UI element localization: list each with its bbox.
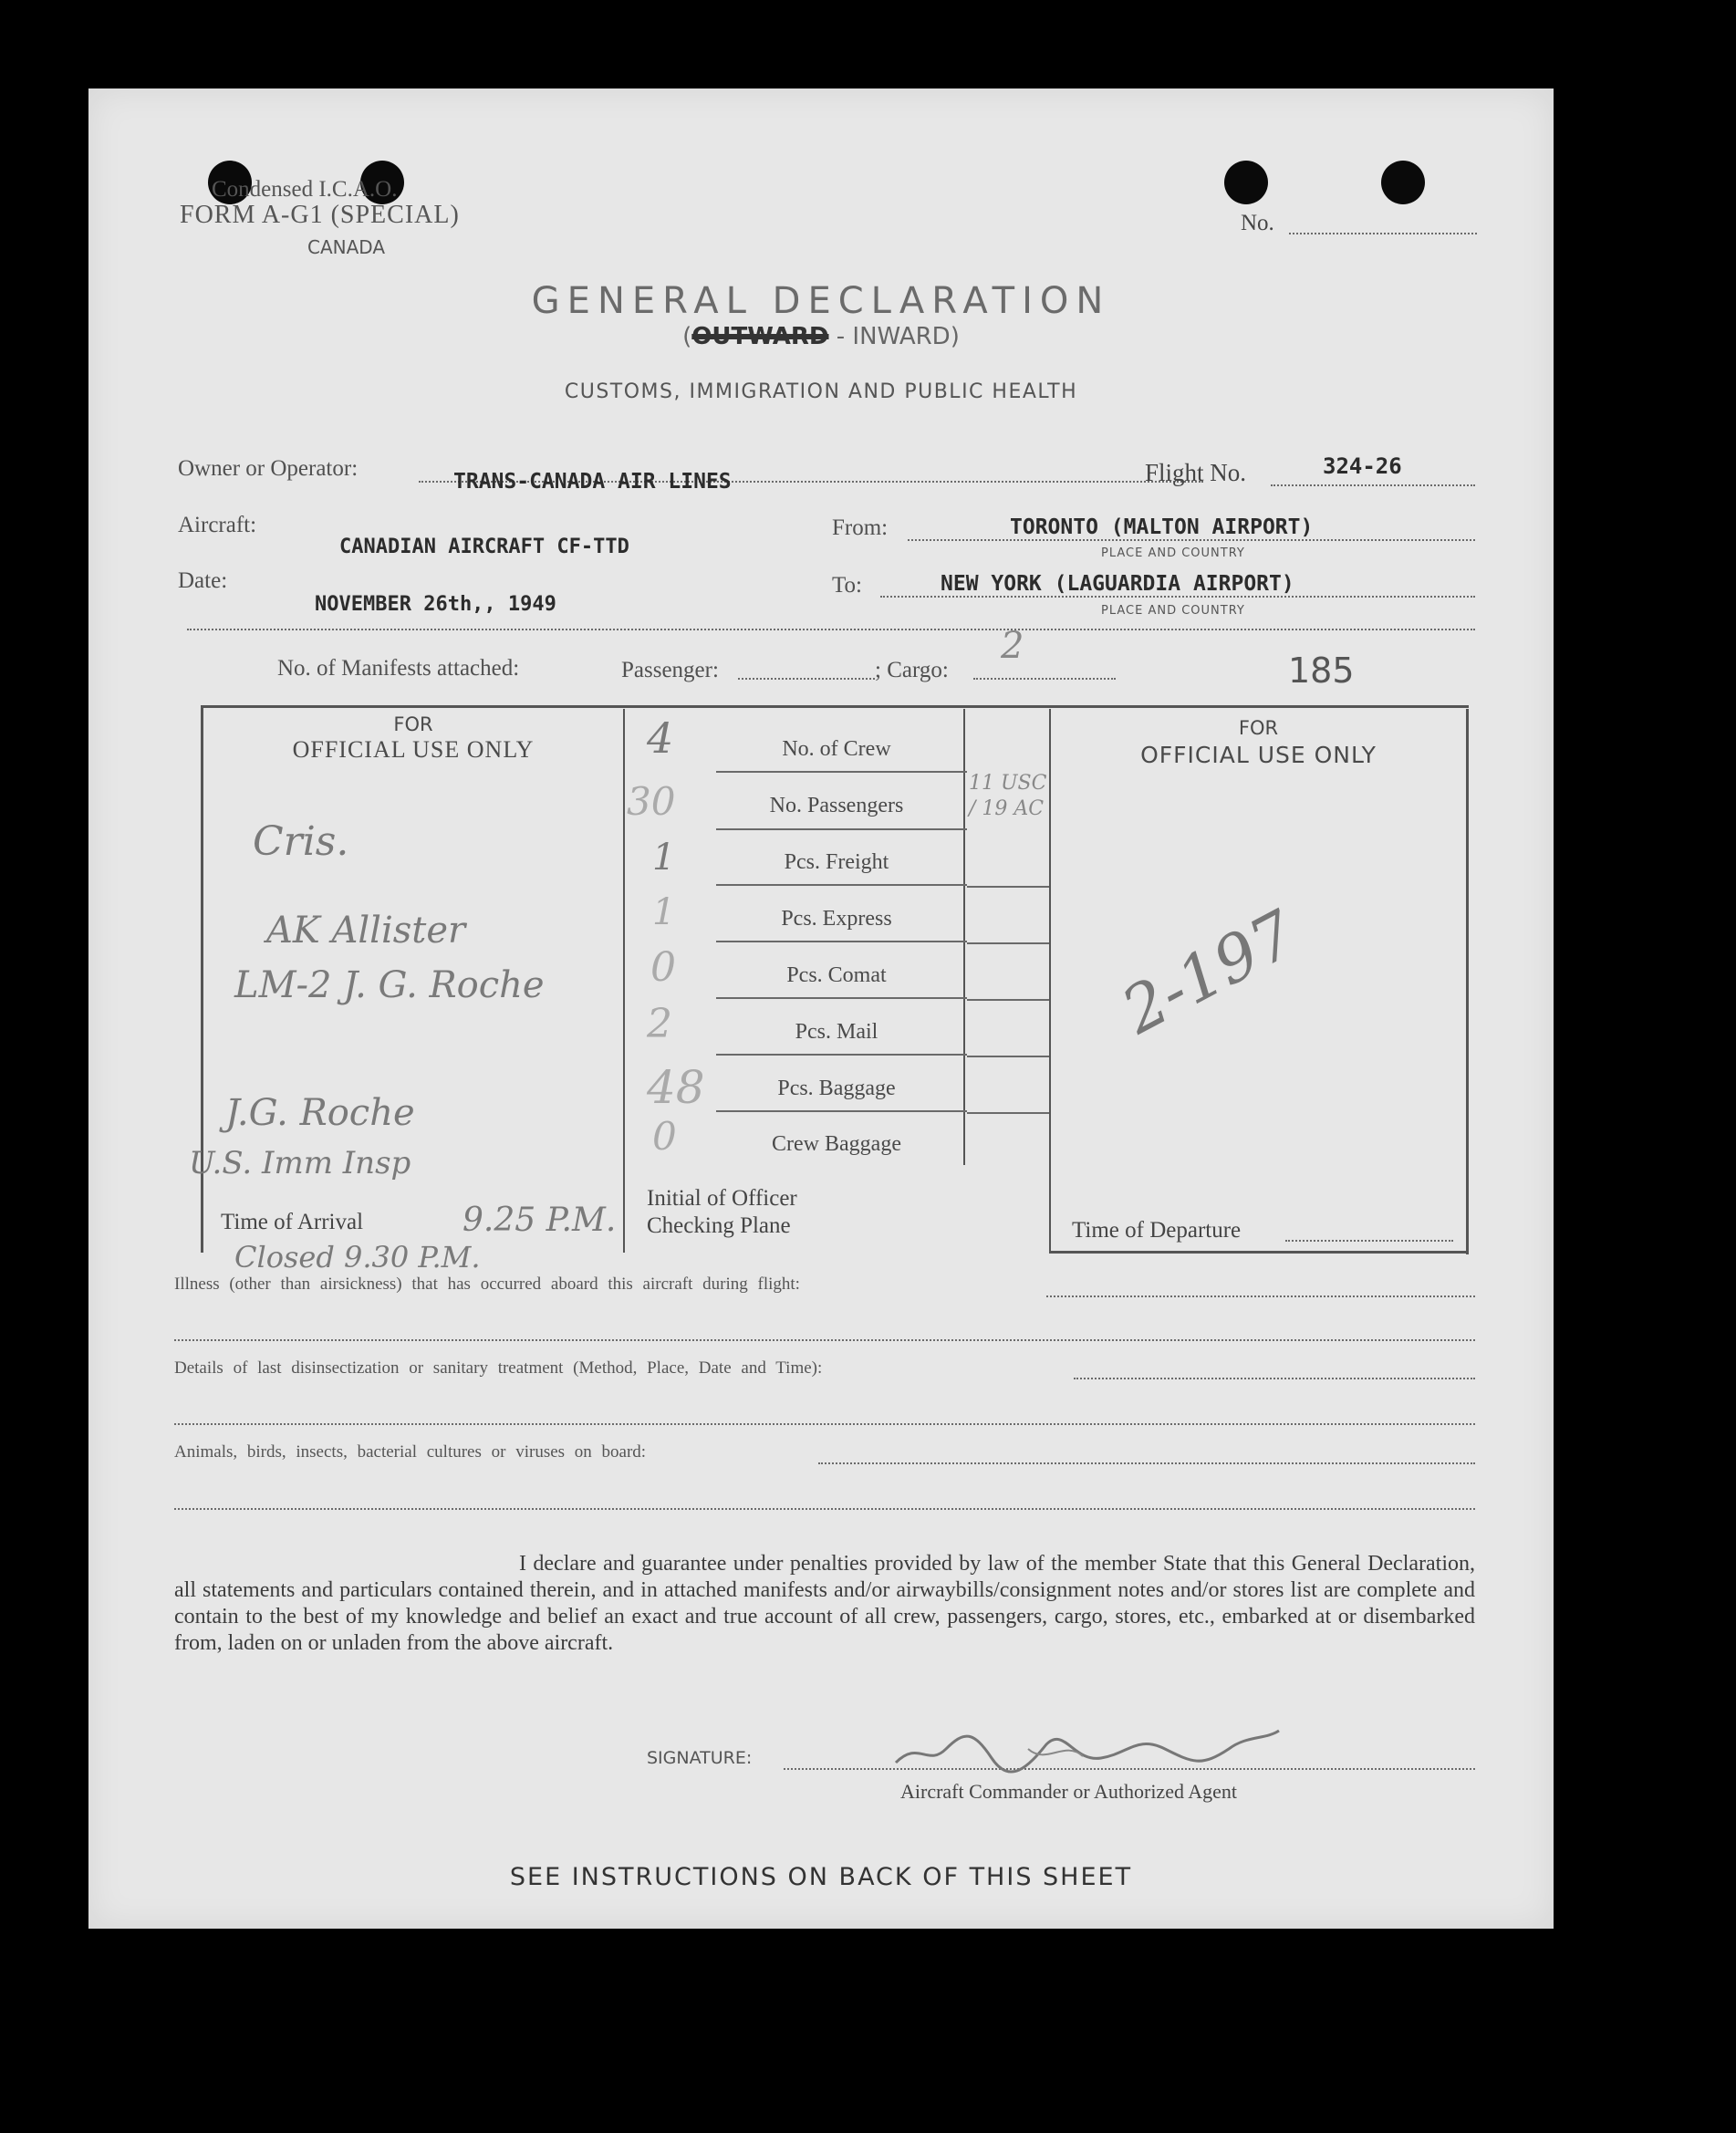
signature-label: SIGNATURE: [647, 1748, 753, 1768]
official-note: Cris. [253, 818, 349, 865]
table-top-border [201, 705, 1469, 708]
disinsectization-field[interactable] [1074, 1378, 1475, 1379]
animals-field[interactable] [818, 1462, 1475, 1464]
aircraft-value[interactable]: CANADIAN AIRCRAFT CF-TTD [339, 536, 629, 558]
form-country: CANADA [307, 236, 386, 258]
animals-field-line2[interactable] [174, 1508, 1475, 1510]
time-arrival-value: 9.25 P.M. [463, 1202, 617, 1239]
baggage-count: 48 [647, 1061, 705, 1114]
row-line [967, 886, 1049, 888]
initial-officer-label: Initial of Officer [647, 1186, 797, 1211]
aircraft-label: Aircraft: [178, 513, 257, 537]
declaration-text: I declare and guarantee under penalties provided by law of the member State that this General Declaration, all statements and particulars contained therein, and in attached manifests and/or airwaybills/consignment notes and/or stores list are complete and contain to the best of my knowledge and belief an exact and true account of all crew, passengers, cargo, stores, etc., embarked at or disembarked from, laden on or unladen from the above aircraft. [174, 1552, 1475, 1655]
struck-outward: OUTWARD [691, 323, 829, 350]
time-departure-field[interactable] [1285, 1240, 1453, 1242]
subtitle-inward: - INWARD) [836, 323, 960, 350]
row-line [967, 1112, 1049, 1114]
time-departure-label: Time of Departure [1072, 1218, 1242, 1243]
illness-label: Illness (other than airsickness) that has occurred aboard this aircraft during flight: [174, 1275, 800, 1294]
owner-label: Owner or Operator: [178, 456, 359, 481]
flight-label: Flight No. [1145, 459, 1247, 486]
column-divider [623, 709, 625, 1253]
illness-field-line2[interactable] [174, 1339, 1475, 1341]
row-line [716, 884, 967, 886]
direction-subtitle: (OUTWARD - INWARD) [682, 323, 960, 350]
row-line [716, 1054, 967, 1056]
left-official-use-label: OFFICIAL USE ONLY [292, 736, 535, 763]
to-line [880, 596, 1475, 598]
passenger-count: 30 [627, 779, 676, 824]
left-for-label: FOR [393, 713, 433, 735]
row-line [716, 997, 967, 999]
row-line [716, 941, 967, 942]
comat-count: 0 [650, 944, 676, 991]
column-divider [963, 709, 965, 1165]
row-line [967, 1056, 1049, 1057]
cargo-hand-value: 2 [1001, 625, 1024, 667]
flight-value[interactable]: 324-26 [1323, 453, 1402, 479]
row-line [967, 999, 1049, 1001]
row-line [716, 1110, 967, 1112]
from-value[interactable]: TORONTO (MALTON AIRPORT) [1010, 515, 1314, 539]
agencies-heading: CUSTOMS, IMMIGRATION AND PUBLIC HEALTH [564, 380, 1078, 403]
handwritten-signature [891, 1722, 1284, 1776]
official-note: U.S. Imm Insp [189, 1145, 411, 1181]
disinsectization-field-line2[interactable] [174, 1423, 1475, 1425]
row-line [716, 771, 967, 773]
to-value[interactable]: NEW YORK (LAGUARDIA AIRPORT) [941, 572, 1294, 596]
form-sheet [88, 88, 1554, 1929]
cargo-manifest-label: ; Cargo: [875, 658, 949, 682]
illness-field[interactable] [1046, 1295, 1475, 1297]
back-instructions: SEE INSTRUCTIONS ON BACK OF THIS SHEET [509, 1863, 1133, 1891]
crew-baggage-count: 0 [652, 1114, 677, 1159]
document-title: GENERAL DECLARATION [531, 280, 1111, 322]
crew-count: 4 [647, 713, 674, 763]
official-note: LM-2 J. G. Roche [234, 964, 545, 1006]
official-hand-number: 2-197 [1110, 896, 1308, 1049]
row-label-comat: Pcs. Comat [786, 963, 887, 987]
time-arrival-label: Time of Arrival [221, 1210, 364, 1234]
punch-hole [1381, 161, 1425, 204]
from-line [908, 539, 1475, 541]
form-code: FORM A-G1 (SPECIAL) [180, 201, 460, 229]
flight-line [1271, 484, 1475, 486]
cargo-manifest-field[interactable] [973, 678, 1116, 680]
owner-value[interactable]: TRANS-CANADA AIR LINES [453, 470, 732, 494]
date-value[interactable]: NOVEMBER 26th,, 1949 [315, 593, 556, 616]
row-label-passengers: No. Passengers [769, 794, 904, 817]
row-line [967, 942, 1049, 944]
passenger-manifest-label: Passenger: [621, 658, 719, 682]
number-field[interactable] [1289, 233, 1477, 234]
table-bottom-border [1049, 1251, 1469, 1254]
animals-label: Animals, birds, insects, bacterial cultures or viruses on board: [174, 1442, 647, 1462]
row-label-crew: No. of Crew [782, 737, 891, 761]
stamp-number: 185 [1288, 650, 1355, 691]
punch-hole [1224, 161, 1268, 204]
official-note: J.G. Roche [225, 1092, 415, 1134]
right-official-use-label: OFFICIAL USE ONLY [1140, 742, 1377, 768]
freight-count: 1 [652, 837, 676, 879]
row-line [716, 828, 967, 830]
from-label: From: [832, 515, 889, 540]
signer-caption: Aircraft Commander or Authorized Agent [900, 1780, 1238, 1803]
form-line-1: Condensed I.C.A.O. [212, 177, 398, 202]
closed-note: Closed 9.30 P.M. [234, 1240, 481, 1275]
manifests-label: No. of Manifests attached: [277, 656, 520, 681]
date-line [187, 629, 1475, 630]
checking-plane-label: Checking Plane [647, 1213, 791, 1238]
place-country-caption: PLACE AND COUNTRY [1101, 604, 1245, 618]
mail-count: 2 [647, 1001, 672, 1047]
express-count: 1 [652, 891, 676, 933]
official-note: AK Allister [266, 910, 466, 952]
row-label-freight: Pcs. Freight [784, 850, 889, 874]
to-label: To: [832, 573, 862, 598]
passenger-breakdown-note: 11 USC / 19 AC [969, 772, 1047, 820]
place-country-caption: PLACE AND COUNTRY [1101, 546, 1245, 560]
right-for-label: FOR [1238, 717, 1279, 739]
row-label-mail: Pcs. Mail [795, 1020, 878, 1044]
table-right-border [1466, 709, 1469, 1254]
row-label-baggage: Pcs. Baggage [777, 1077, 896, 1100]
date-label: Date: [178, 568, 228, 593]
row-label-crew-baggage: Crew Baggage [772, 1132, 901, 1156]
passenger-manifest-field[interactable] [738, 678, 875, 680]
number-label: No. [1241, 211, 1274, 235]
row-label-express: Pcs. Express [781, 907, 892, 931]
disinsectization-label: Details of last disinsectization or sanitary treatment (Method, Place, Date and Time): [174, 1358, 823, 1378]
